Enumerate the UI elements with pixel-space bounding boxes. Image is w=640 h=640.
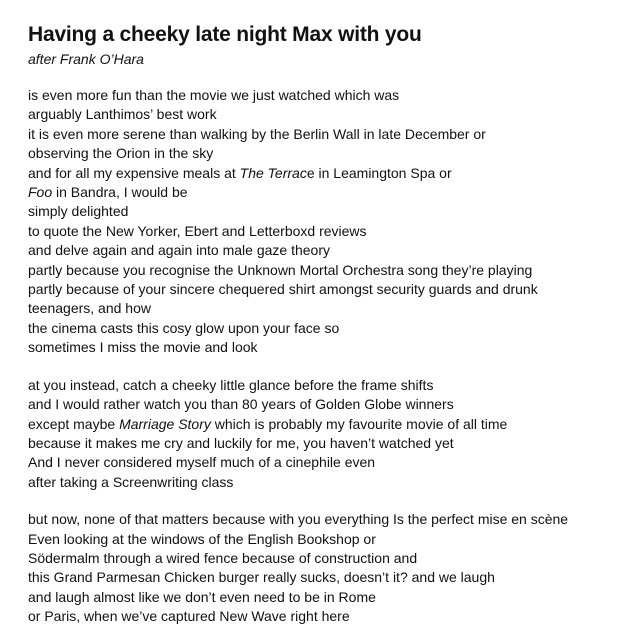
line-text: and I would rather watch you than 80 years of Golden Globe winners	[28, 396, 454, 413]
line-text: at you instead, catch a cheeky little glance before the frame shifts	[28, 376, 434, 393]
line-text: teenagers, and how	[28, 300, 151, 317]
poem-line	[28, 434, 620, 453]
stanza	[28, 510, 620, 626]
stanza	[28, 86, 620, 358]
poem-line	[28, 415, 620, 434]
poem-line	[28, 261, 620, 280]
line-text: which is probably my favourite movie of all time	[210, 415, 508, 432]
italic-text: Marriage Story	[119, 415, 211, 432]
line-text: because it makes me cry and luckily for me, you haven’t watched yet	[28, 434, 454, 451]
poem-line	[28, 319, 620, 338]
poem-line	[28, 183, 620, 202]
line-text: partly because you recognise the Unknown Mortal Orchestra song they’re playing	[28, 261, 533, 278]
italic-text: Foo	[28, 184, 53, 201]
line-text: Even looking at the windows of the English Bookshop or	[28, 530, 376, 547]
line-text: or Paris, when we’ve captured New Wave right here	[28, 608, 350, 625]
poem-line	[28, 222, 620, 241]
line-text: it is even more serene than walking by the Berlin Wall in late December or	[28, 125, 486, 142]
line-text: Södermalm through a wired fence because of construction and	[28, 549, 418, 566]
poem-line	[28, 86, 620, 105]
line-text: partly because of your sincere chequered shirt amongst security guards and drunk	[28, 281, 538, 298]
poem-body	[28, 86, 620, 627]
line-text: and delve again and again into male gaze theory	[28, 242, 330, 259]
italic-text: The Terrac	[239, 164, 307, 181]
line-text: the cinema casts this cosy glow upon your face so	[28, 319, 340, 336]
line-text: to quote the New Yorker, Ebert and Letterboxd reviews	[28, 222, 367, 239]
stanza	[28, 376, 620, 492]
poem-line	[28, 453, 620, 472]
poem-line	[28, 125, 620, 144]
poem-line	[28, 299, 620, 318]
line-text: in Bandra, I would be	[52, 184, 188, 201]
poem-line	[28, 338, 620, 357]
poem-line	[28, 202, 620, 221]
poem-line	[28, 473, 620, 492]
line-text: simply delighted	[28, 203, 129, 220]
line-text: is even more fun than the movie we just watched which was	[28, 87, 400, 103]
line-text: but now, none of that matters because with you everything Is the perfect mise en scène	[28, 511, 569, 528]
poem-line	[28, 549, 620, 568]
line-text: observing the Orion in the sky	[28, 145, 214, 162]
poem-line	[28, 530, 620, 549]
line-text: arguably Lanthimos’ best work	[28, 106, 217, 123]
poem-line	[28, 164, 620, 183]
poem-line	[28, 105, 620, 124]
line-text: and laugh almost like we don’t even need to be in Rome	[28, 588, 376, 605]
poem-line	[28, 280, 620, 299]
poem-line	[28, 395, 620, 414]
line-text: And I never considered myself much of a cinephile even	[28, 454, 376, 471]
line-text: this Grand Parmesan Chicken burger really sucks, doesn’t it? and we laugh	[28, 569, 495, 586]
line-text: except maybe	[28, 415, 120, 432]
poem-title: Having a cheeky late night Max with you	[28, 23, 422, 46]
line-text: after taking a Screenwriting class	[28, 473, 234, 490]
poem-subtitle: after Frank O’Hara	[28, 51, 144, 67]
poem-line	[28, 144, 620, 163]
poem-line	[28, 510, 620, 529]
poem-line	[28, 607, 620, 626]
poem-line	[28, 376, 620, 395]
line-text: sometimes I miss the movie and look	[28, 339, 258, 356]
line-text: and for all my expensive meals at	[28, 164, 240, 181]
poem-line	[28, 588, 620, 607]
poem-line	[28, 241, 620, 260]
line-text: e in Leamington Spa or	[306, 164, 452, 181]
poem-line	[28, 568, 620, 587]
